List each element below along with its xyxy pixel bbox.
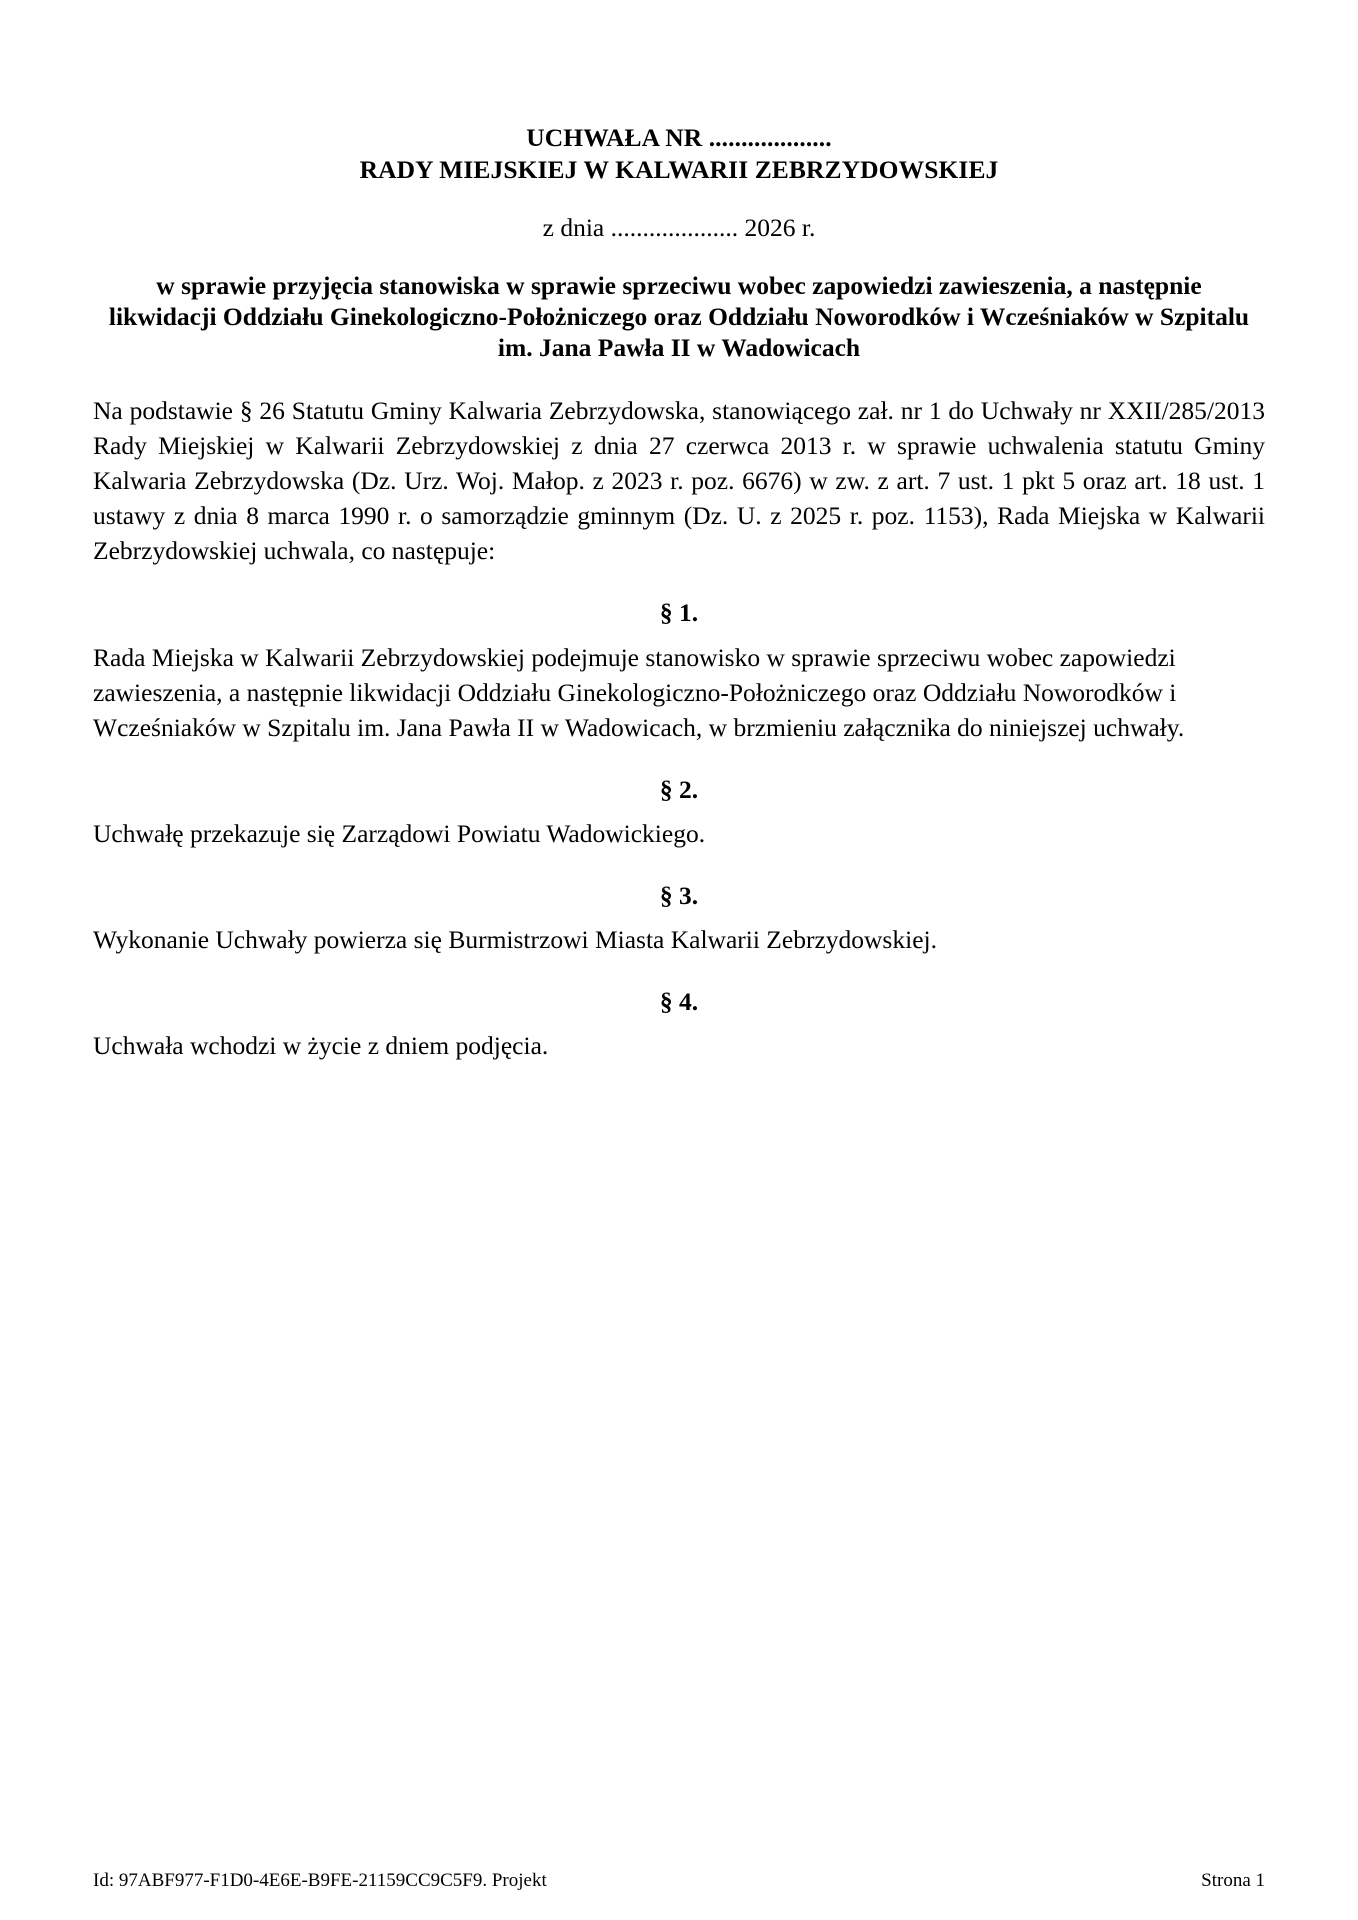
section-heading-2: § 2. <box>659 775 699 804</box>
page-footer <box>93 1869 1265 1893</box>
section-heading-1: § 1. <box>659 598 699 627</box>
section-body-3: Wykonanie Uchwały powierza się Burmistrzowi Miasta Kalwarii Zebrzydowskiej. <box>93 925 937 954</box>
legal-basis-paragraph: Na podstawie § 26 Statutu Gminy Kalwaria Zebrzydowska, stanowiącego zał. nr 1 do Uchwały nr XXII/285/2013 Rady Miejskiej w Kalwarii Zebrzydowskiej z dnia 27 czerwca 2013 r. w sprawie uchwalenia statutu Gminy Kalwaria Zebrzydowska (Dz. Urz. Woj. Małop. z 2023 r. poz. 6676) w zw. z art. 7 ust. 1 pkt 5 oraz art. 18 ust. 1 ustawy z dnia 8 marca 1990 r. o samorządzie gminnym (Dz. U. z 2025 r. poz. 1153), Rada Miejska w Kalwarii Zebrzydowskiej uchwala, co następuje: <box>93 396 1265 565</box>
page-title-line-1: UCHWAŁA NR ................... <box>526 123 832 152</box>
section-heading-3: § 3. <box>659 881 699 910</box>
section-heading-4: § 4. <box>659 987 699 1016</box>
footer-document-id: Id: 97ABF977-F1D0-4E6E-B9FE-21159CC9C5F9. Projekt <box>93 1870 547 1891</box>
document-subject: w sprawie przyjęcia stanowiska w sprawie sprzeciwu wobec zapowiedzi zawieszenia, a następnie likwidacji Oddziału Ginekologiczno-Położniczego oraz Oddziału Noworodków i Wcześniaków w Szpitalu im. Jana Pawła II w Wadowicach <box>108 271 1250 362</box>
section-body-4: Uchwała wchodzi w życie z dniem podjęcia. <box>93 1031 549 1060</box>
document-content <box>93 0 1265 1063</box>
document-date-line: z dnia .................... 2026 r. <box>542 213 816 242</box>
section-body-2: Uchwałę przekazuje się Zarządowi Powiatu Wadowickiego. <box>93 819 706 848</box>
footer-page-number: Strona 1 <box>1201 1870 1265 1891</box>
document-title-block <box>93 0 1265 186</box>
page-title-line-2: RADY MIEJSKIEJ W KALWARII ZEBRZYDOWSKIEJ <box>359 155 999 184</box>
section-body-1: Rada Miejska w Kalwarii Zebrzydowskiej podejmuje stanowisko w sprawie sprzeciwu wobec zapowiedzi zawieszenia, a następnie likwidacji Oddziału Ginekologiczno-Położniczego oraz Oddziału Noworodków i Wcześniaków w Szpitalu im. Jana Pawła II w Wadowicach, w brzmieniu załącznika do niniejszej uchwały. <box>93 643 1185 742</box>
